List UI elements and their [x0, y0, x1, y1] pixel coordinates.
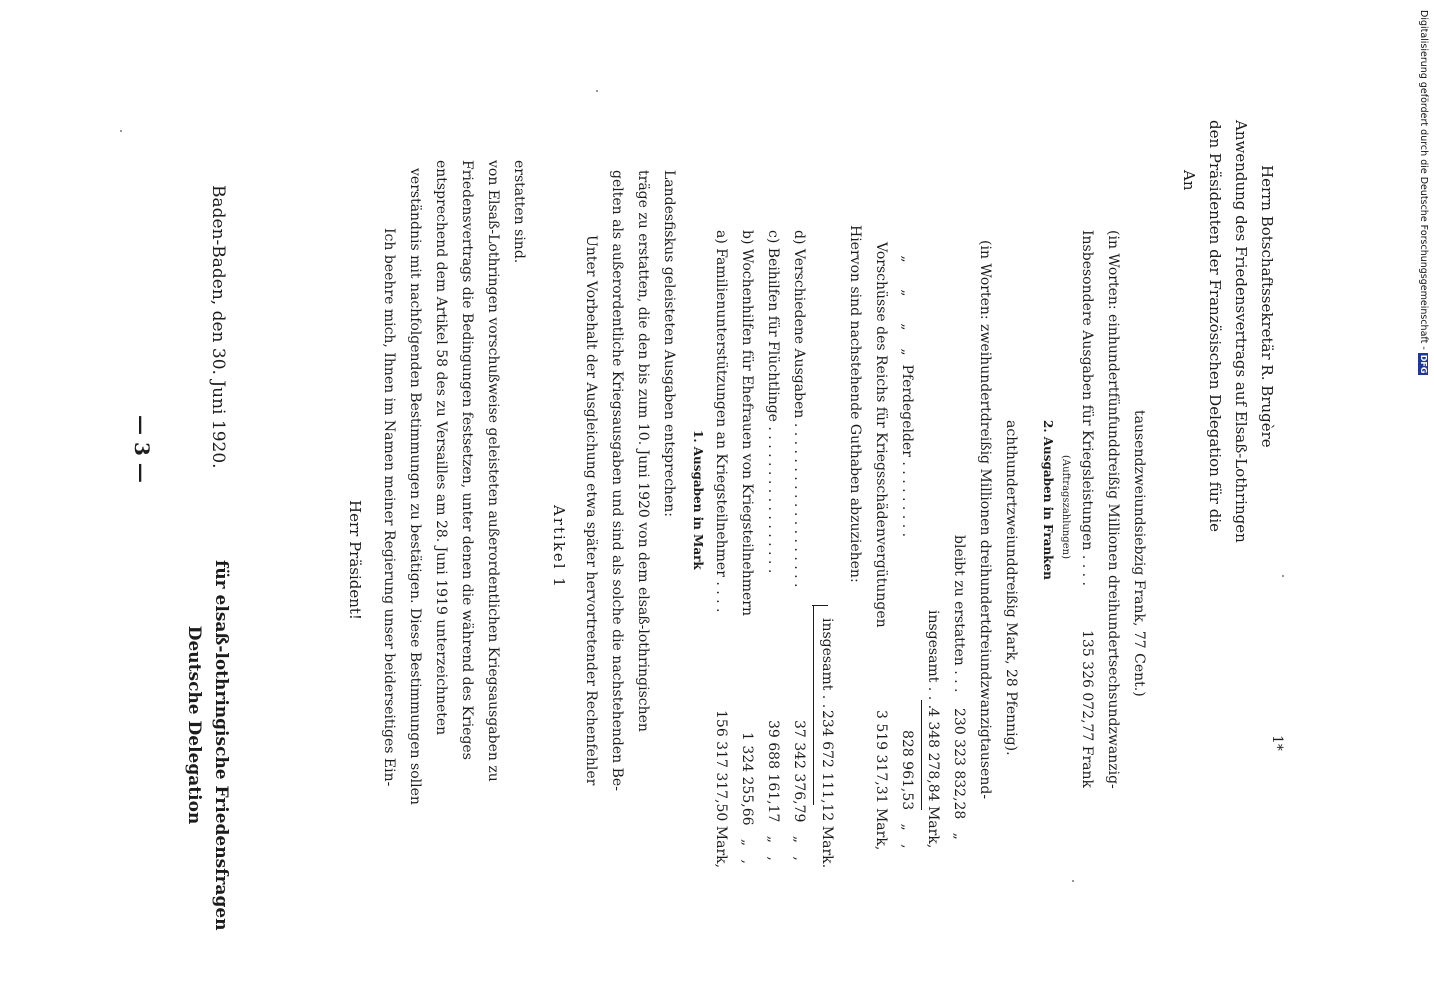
article-line-1: Unter Vorbehalt der Ausgleichung etwa später hervortretender Rechenfehler: [583, 235, 599, 786]
mark-words-line-1: (in Worten: zweihundertdreißig Millionen dreihundertdreiundzwanzigtausend-: [977, 240, 993, 800]
sum-rule-2: [921, 700, 922, 810]
franc-words-line-2: tausendzweiundsiebzig Frank, 77 Cent.): [1131, 410, 1147, 697]
address-line-3: Herrn Botschaftssekretär R. Brugère: [1258, 165, 1276, 448]
section-franc-heading: 2. Ausgaben in Franken: [1041, 420, 1055, 580]
franc-line-amount: 135 326 072,77 Frank: [1079, 630, 1095, 789]
scan-speck: [596, 90, 598, 92]
scan-speck: [1072, 880, 1074, 882]
mark-item-d: d) Verschiedene Ausgaben . . . . . . . . . . . . . . . . . . .: [791, 230, 807, 588]
address-to-visible: An: [1180, 170, 1198, 191]
address-line-1: den Präsidenten der Französischen Delegation für die: [1206, 120, 1224, 533]
scan-speck: [1282, 575, 1284, 577]
credit-text: Digitalisierung gefördert durch die Deutsche Forschungsgemeinschaft -: [1417, 10, 1429, 350]
place-date: Baden-Baden, den 30. Juni 1920.: [208, 185, 228, 469]
mark-item-b-amount: 1 324 255,66 „ ,: [739, 732, 755, 864]
article-line-2: gelten als außerordentliche Kriegsausgaben und sind als solche die nachstehenden Be-: [609, 170, 625, 791]
deduction-2-amount: 828 961,53 „ ,: [899, 730, 915, 849]
mark-item-c-amount: 39 688 161,17 „ ,: [765, 720, 781, 861]
franc-line: Insbesondere Ausgaben für Kriegsleistungen . . . .: [1079, 230, 1095, 586]
address-line-2: Anwendung des Friedensvertrags auf Elsaß-Lothringen: [1232, 120, 1250, 543]
remain-label: bleibt zu erstatten . . .: [951, 535, 967, 693]
mark-item-a-amount: 156 317 317,50 Mark,: [713, 710, 729, 869]
dfg-logo: DFG: [1419, 354, 1428, 374]
org-line-2: für elsaß-lothringische Friedensfragen: [211, 560, 231, 931]
intro-line-1: Ich beehre mich, Ihnen im Namen meiner Regierung unser beiderseitiges Ein-: [381, 228, 397, 787]
intro-line-6: erstatten sind.: [511, 160, 527, 264]
mark-total-label: insgesamt . . .: [819, 618, 835, 718]
salutation: Herr Präsident!: [346, 500, 364, 620]
deduction-1: Vorschüsse des Reichs für Kriegsschädenvergütungen: [873, 242, 889, 628]
intro-line-5: von Elsaß-Lothringen vorschußweise geleisteten außerordentlichen Kriegsausgaben zu: [485, 160, 501, 782]
intro-line-3: entsprechend dem Artikel 58 des zu Versailles am 28. Juni 1919 unterzeichneten: [433, 160, 449, 736]
deduction-2: „ „ „ „ Pferdegelder . . . . . . . . .: [899, 242, 915, 538]
section-franc-subheading: (Auftragszahlungen): [1060, 455, 1071, 559]
page-number: — 3 —: [130, 415, 154, 483]
mark-total-amount: 234 672 111,12 Mark.: [819, 710, 835, 869]
digitization-credit: [1414, 10, 1432, 390]
intro-line-2: verständnis mit nachfolgenden Bestimmungen zu bestätigen. Diese Bestimmungen sollen: [407, 168, 423, 805]
mark-item-c: c) Beihilfen für Flüchtlinge . . . . . . . . . . . . . . . . .: [765, 230, 781, 574]
article-line-4: Landesfiskus geleisteten Ausgaben entsprechen:: [661, 170, 677, 517]
signature-mark: 1*: [1269, 735, 1285, 751]
article-heading: Artikel 1: [550, 505, 568, 589]
deduct-total-amount: 4 348 278,84 Mark,: [925, 708, 941, 849]
deduct-total-label: insgesamt . . .: [925, 610, 941, 710]
article-line-3: träge zu erstatten, die den bis zum 10. Juni 1920 von dem elsaß-lothringischen: [635, 170, 651, 732]
section-mark-heading: 1. Ausgaben in Mark: [691, 430, 705, 570]
mark-item-a: a) Familienunterstützungen an Kriegsteilnehmer . . . .: [713, 230, 729, 613]
mark-item-d-amount: 37 342 376,79 „ ,: [791, 720, 807, 861]
scan-speck: [120, 130, 122, 132]
mark-words-line-2: achthundertzweiunddreißig Mark, 28 Pfennig).: [1003, 420, 1019, 756]
mark-item-b: b) Wochenhilfen für Ehefrauen von Kriegsteilnehmern: [739, 230, 755, 616]
org-line-1: Deutsche Delegation: [184, 625, 204, 825]
total-column-rule: [812, 605, 828, 606]
remain-amount: 230 323 832,28 „: [951, 708, 967, 840]
deduct-intro: Hiervon sind nachstehende Guthaben abzuziehen:: [847, 225, 863, 583]
intro-line-4: Friedensvertrags die Bedingungen festsetzen, unter denen die während des Krieges: [459, 160, 475, 760]
sum-rule-1: [813, 605, 814, 805]
deduction-1-amount: 3 519 317,31 Mark,: [873, 710, 889, 851]
franc-words-line-1: (in Worten: einhundertfünfunddreißig Millionen dreihundertsechsundzwanzig-: [1105, 230, 1121, 789]
